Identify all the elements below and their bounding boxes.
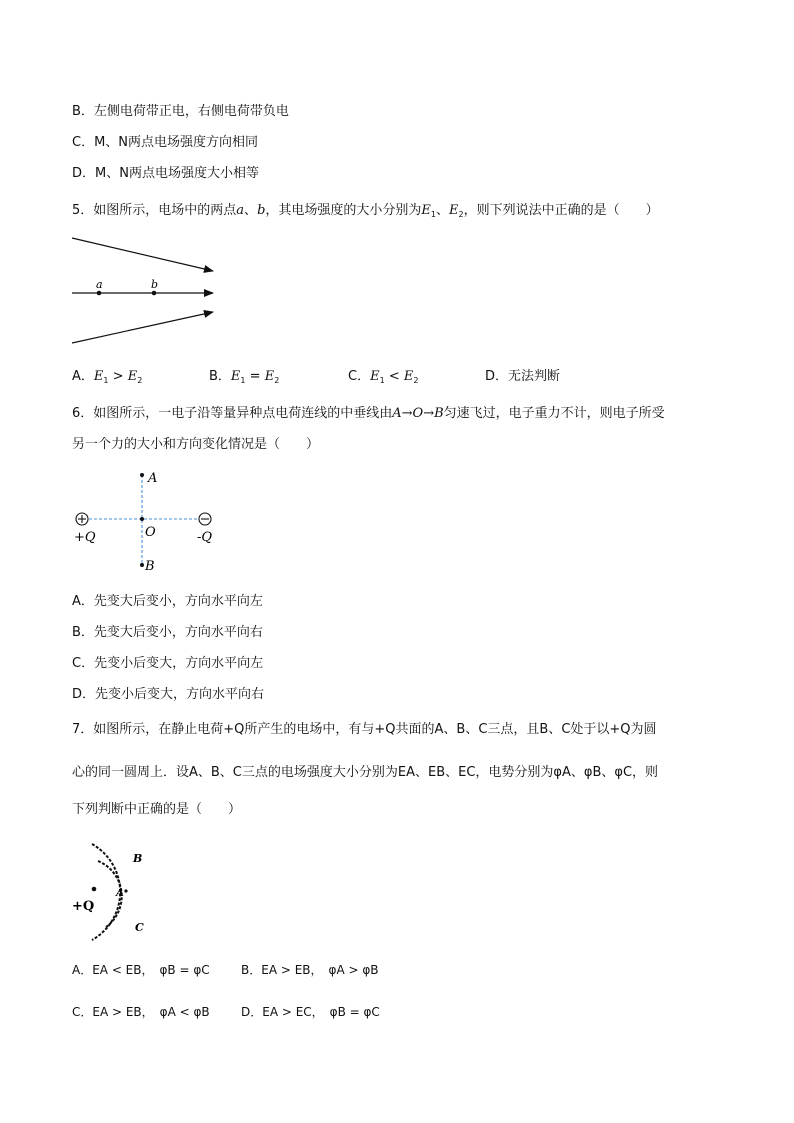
q6-option-a: A．先变大后变小，方向水平向左: [72, 594, 263, 609]
q6-stem-line2: 另一个力的大小和方向变化情况是（ ）: [72, 437, 320, 452]
q5-field-line-figure: [70, 232, 220, 342]
q7-stem-line2: 心的同一圆周上．设A、B、C三点的电场强度大小分别为EA、EB、EC，电势分别为φA、φB、φC，则: [72, 765, 659, 780]
positive-charge-icon: [76, 513, 88, 525]
q4-option-d: D．M、N两点电场强度大小相等: [72, 166, 259, 181]
q6-point-o: [140, 517, 144, 521]
q7-label-plus-q: +Q: [72, 899, 95, 914]
q6-point-b: [140, 563, 144, 567]
q5-label-a: a: [96, 278, 103, 291]
q5-stem: 5．如图所示，电场中的两点a、b，其电场强度的大小分别为$E_1$、$E_2$，则下列说法中正确的是（ ）: [72, 203, 659, 219]
q6-option-b: B．先变大后变小，方向水平向右: [72, 625, 263, 640]
q6-option-c: C．先变小后变大，方向水平向左: [72, 656, 264, 671]
q4-option-b: B．左侧电荷带正电，右侧电荷带负电: [72, 104, 289, 119]
q6-label-plus-q: +Q: [74, 530, 96, 545]
q6-option-d: D．先变小后变大，方向水平向右: [72, 687, 265, 702]
q7-stem-line1: 7．如图所示，在静止电荷+Q所产生的电场中，有与+Q共面的A、B、C三点，且B、C处于以+Q为圆: [72, 722, 657, 737]
q6-stem-line1: 6．如图所示，一电子沿等量异种点电荷连线的中垂线由A→O→B匀速飞过，电子重力不计，则电子所受: [72, 406, 665, 421]
q7-point-a: [124, 889, 127, 892]
q7-option-b: B．EA > EB， φA > φB: [241, 963, 379, 977]
q5-option-a: A．$E_1 > E_2$: [72, 369, 143, 385]
q7-stem-line3: 下列判断中正确的是（ ）: [72, 802, 242, 817]
q5-field-line-top: [72, 238, 213, 271]
q7-label-c: C: [135, 921, 144, 934]
q7-option-c: C．EA > EB， φA < φB: [72, 1005, 210, 1019]
q7-option-a: A．EA < EB， φB = φC: [72, 963, 210, 977]
q5-point-b: [152, 291, 157, 296]
q5-point-a: [97, 291, 102, 296]
q6-label-b: B: [145, 559, 155, 574]
q5-option-c: C．$E_1 < E_2$: [348, 369, 419, 385]
q7-label-a: A: [116, 888, 124, 899]
q4-option-c: C．M、N两点电场强度方向相同: [72, 135, 259, 150]
q6-label-a: A: [148, 471, 158, 486]
q7-label-b: B: [133, 852, 143, 865]
q6-label-minus-q: -Q: [197, 530, 213, 545]
q5-label-b: b: [151, 278, 159, 291]
q5-option-d: D．无法判断: [485, 369, 561, 384]
q6-label-o: O: [145, 525, 156, 540]
q7-charge-point: [92, 887, 97, 892]
q7-equipotential-figure: [70, 836, 160, 946]
negative-charge-icon: [199, 513, 211, 525]
q5-field-line-bottom: [72, 312, 213, 343]
q6-charges-figure: [72, 466, 222, 576]
q5-option-b: B．$E_1 = E_2$: [209, 369, 280, 385]
q6-point-a: [140, 473, 144, 477]
q7-option-d: D．EA > EC， φB = φC: [241, 1005, 380, 1019]
